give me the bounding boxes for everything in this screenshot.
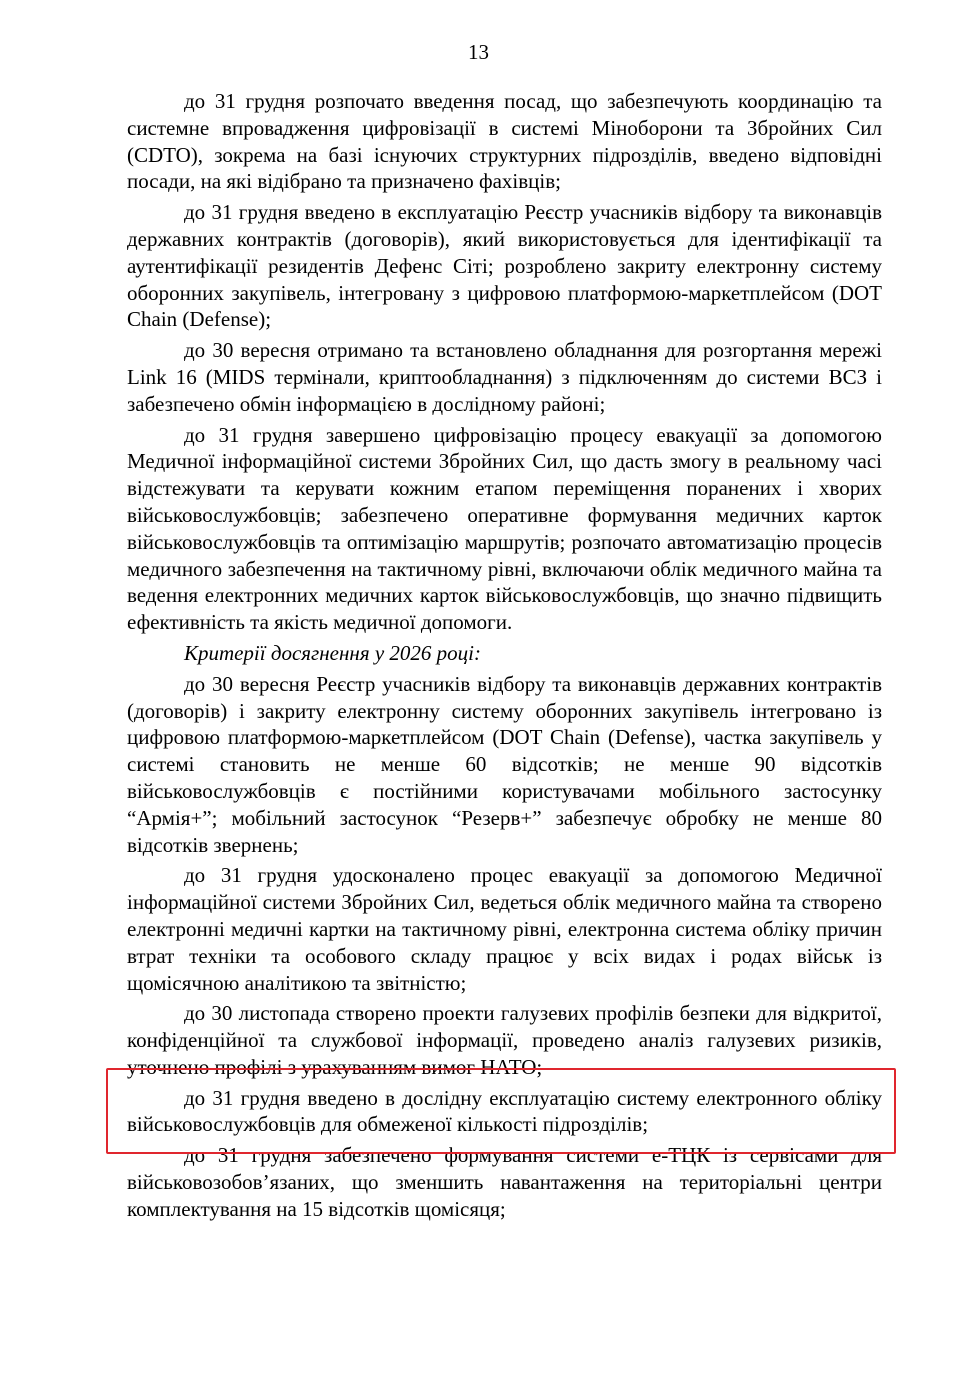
paragraph-cdto: до 31 грудня розпочато введення посад, що забезпечують координацію та системне впровадження цифровізації в системі Міноборони та Збройних Сил (CDTO), зокрема на базі існуючих структурних підрозділів, введено відповідні посади, на які відібрано та призначено фахівців; bbox=[127, 89, 882, 194]
criteria-item-evacuation: до 31 грудня удосконалено процес евакуації за допомогою Медичної інформаційної системи Збройних Сил, ведеться облік медичного майна та створено електронні медичні картки на тактичному рівні, електронна система обліку причин втрат техніки та особового складу працює у всіх видах і родах військ із щомісячною аналітикою та звітністю; bbox=[127, 863, 882, 995]
page-number: 13 bbox=[468, 40, 489, 64]
paragraph-link16: до 30 вересня отримано та встановлено обладнання для розгортання мережі Link 16 (MIDS термінали, криптообладнання) з підключенням до системи ВСЗ і забезпечено обмін інформацією в дослідному районі; bbox=[127, 338, 882, 416]
document-body bbox=[127, 88, 882, 1227]
criteria-item-e-tck: до 31 грудня забезпечено формування системи е-ТЦК із сервісами для військовозобов’язаних, що зменшить навантаження на територіальні центри комплектування на 15 відсотків щомісяця; bbox=[127, 1143, 882, 1221]
criteria-heading: Критерії досягнення у 2026 році: bbox=[184, 640, 481, 665]
paragraph-registry: до 31 грудня введено в експлуатацію Реєстр учасників відбору та виконавців державних контрактів (договорів), який використовується для ідентифікації та аутентифікації резидентів Дефенс Сіті; розроблено закриту електронну систему оборонних закупівель, інтегровану з цифровою платформою-маркетплейсом (DOT Chain (Defense); bbox=[127, 200, 882, 332]
paragraph-medical-evacuation: до 31 грудня завершено цифровізацію процесу евакуації за допомогою Медичної інформаційної системи Збройних Сил, що дасть змогу в реальному часі відстежувати та керувати кожним етапом переміщення поранених і хворих військовослужбовців; забезпечено оперативне формування медичних карток військовослужбовців та оптимізацію маршрутів; розпочато автоматизацію процесів медичного забезпечення на тактичному рівні, включаючи облік медичного майна та ведення електронних медичних карток військовослужбовців, що значно підвищить ефективність та якість медичної допомоги. bbox=[127, 422, 882, 635]
criteria-item-procurement: до 30 вересня Реєстр учасників відбору та виконавців державних контрактів (договорів) і закриту електронну систему оборонних закупівель інтегровано із цифровою платформою-маркетплейсом (DOT Chain (Defense), частка закупівель у системі становить не менше 60 відсотків; не менше 90 відсотків військовослужбовців є постійними користувачами мобільного застосунку “Армія+”; мобільний застосунок “Резерв+” забезпечує обробку не менше 80 відсотків звернень; bbox=[127, 671, 882, 857]
criteria-item-personnel-accounting: до 31 грудня введено в дослідну експлуатацію систему електронного обліку військовослужбовців для обмеженої кількості підрозділів; bbox=[127, 1085, 882, 1137]
criteria-item-security-profiles: до 30 листопада створено проекти галузевих профілів безпеки для відкритої, конфіденційної та службової інформації, проведено аналіз галузевих ризиків, уточнено профілі з урахуванням вимог НАТО; bbox=[127, 1001, 882, 1079]
